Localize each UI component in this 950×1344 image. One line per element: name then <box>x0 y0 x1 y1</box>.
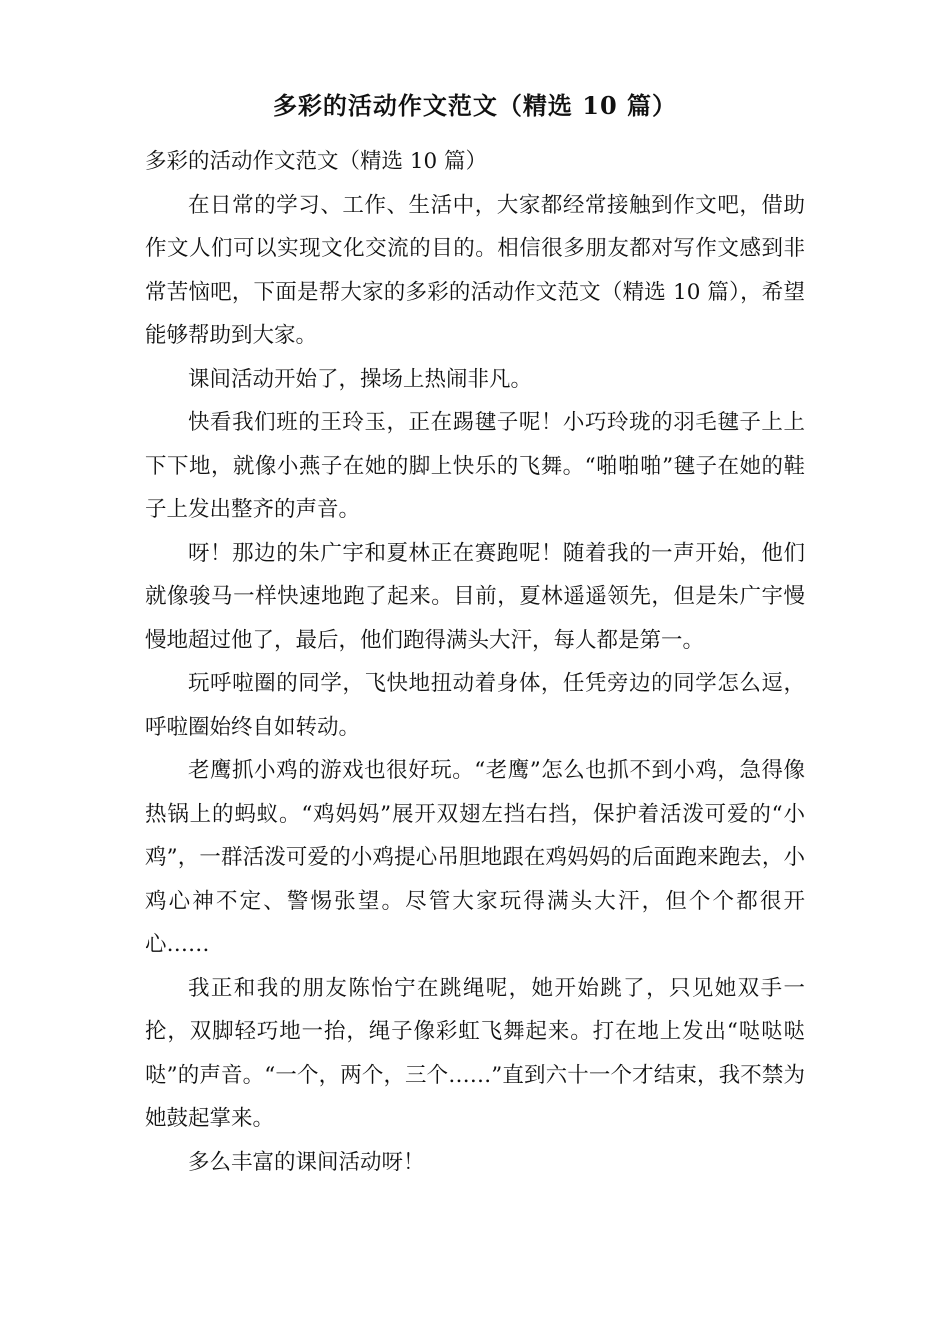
paragraph-recess-start: 课间活动开始了，操场上热闹非凡。 <box>188 366 533 392</box>
document-subtitle: 多彩的活动作文范文（精选 10 篇） <box>145 149 488 174</box>
paragraph-eagle-chicks: 老鹰抓小鸡的游戏也很好玩。“老鹰”怎么也抓不到小鸡，急得像热锅上的蚂蚁。“鸡妈妈”展开双翅左挡右挡，保护着活泼可爱的“小鸡”，一群活泼可爱的小鸡提心吊胆地跟在鸡妈妈的后面跑来跑去，小鸡心神不定、警惕张望。尽管大家玩得满头大汗，但个个都很开心…… <box>145 758 805 957</box>
paragraph-jump-rope: 我正和我的朋友陈怡宁在跳绳呢，她开始跳了，只见她双手一抡，双脚轻巧地一抬，绳子像彩虹飞舞起来。打在地上发出“哒哒哒哒”的声音。“一个，两个，三个……”直到六十一个才结束，我不禁为她鼓起掌来。 <box>145 975 805 1131</box>
document-title: 多彩的活动作文范文（精选 10 篇） <box>272 91 678 120</box>
paragraph-race: 呀！那边的朱广宇和夏林正在赛跑呢！随着我的一声开始，他们就像骏马一样快速地跑了起来。目前，夏林遥遥领先，但是朱广宇慢慢地超过他了，最后，他们跑得满头大汗，每人都是第一。 <box>145 540 805 653</box>
paragraph-conclusion: 多么丰富的课间活动呀！ <box>188 1149 425 1175</box>
paragraph-intro: 在日常的学习、工作、生活中，大家都经常接触到作文吧，借助作文人们可以实现文化交流的目的。相信很多朋友都对写作文感到非常苦恼吧，下面是帮大家的多彩的活动作文范文（精选 10 篇），希望能够帮助到大家。 <box>145 192 805 348</box>
paragraph-shuttlecock: 快看我们班的王玲玉，正在踢毽子呢！小巧玲珑的羽毛毽子上上下下地，就像小燕子在她的脚上快乐的飞舞。“啪啪啪”毽子在她的鞋子上发出整齐的声音。 <box>145 410 805 522</box>
paragraph-hula-hoop: 玩呼啦圈的同学，飞快地扭动着身体，任凭旁边的同学怎么逗，呼啦圈始终自如转动。 <box>145 671 805 740</box>
document-body <box>145 140 805 1184</box>
